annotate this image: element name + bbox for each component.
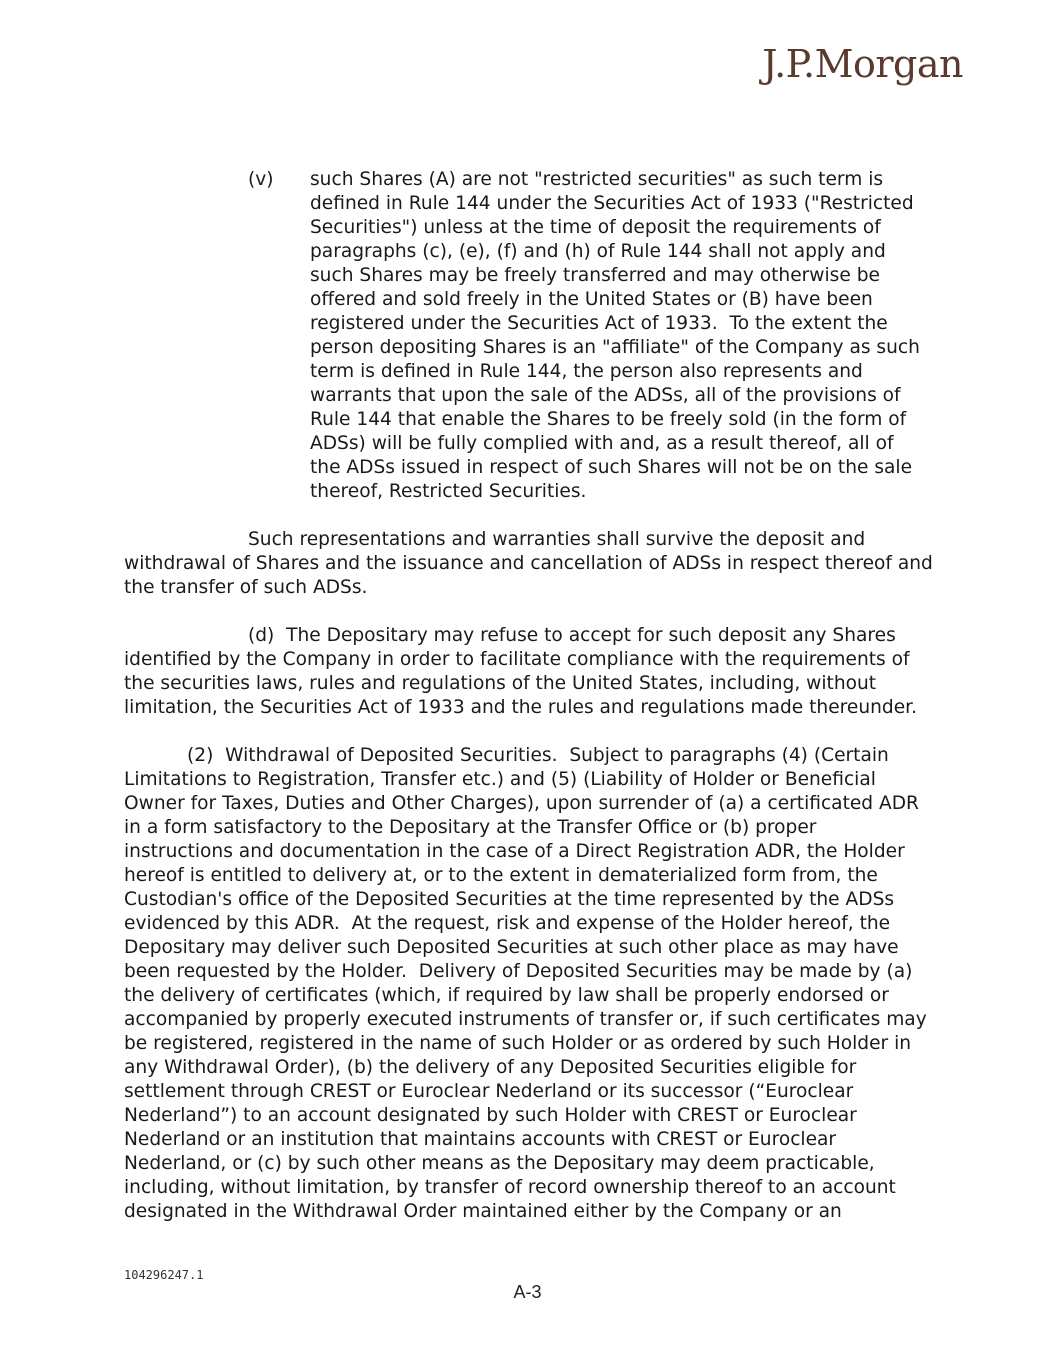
page-number: A-3 xyxy=(513,1282,542,1302)
section-2-withdrawal xyxy=(124,744,939,1224)
text-line: Rule 144 that enable the Shares to be freely sold (in the form of xyxy=(310,409,907,430)
text-line: Owner for Taxes, Duties and Other Charges), upon surrender of (a) a certificated ADR xyxy=(124,793,919,814)
text-line: any Withdrawal Order), (b) the delivery of any Deposited Securities eligible for xyxy=(124,1057,857,1078)
text-line: been requested by the Holder. Delivery of Deposited Securities may be made by (a) xyxy=(124,961,913,982)
text-line: the delivery of certificates (which, if required by law shall be properly endorsed or xyxy=(124,985,889,1006)
text-line: ADSs) will be fully complied with and, as a result thereof, all of xyxy=(310,433,894,454)
text-line: such Shares may be freely transferred and may otherwise be xyxy=(310,265,880,286)
text-line: Nederland”) to an account designated by such Holder with CREST or Euroclear xyxy=(124,1105,857,1126)
text-line: be registered, registered in the name of such Holder or as ordered by such Holder in xyxy=(124,1033,912,1054)
text-line: designated in the Withdrawal Order maintained either by the Company or an xyxy=(124,1201,842,1222)
text-line: limitation, the Securities Act of 1933 and the rules and regulations made thereunder. xyxy=(124,697,917,718)
text-line: Nederland or an institution that maintains accounts with CREST or Euroclear xyxy=(124,1129,837,1150)
survival-paragraph xyxy=(124,528,939,600)
text-line: such Shares (A) are not "restricted securities" as such term is xyxy=(310,169,884,190)
paragraph-d xyxy=(124,624,939,720)
text-line: (2) Withdrawal of Deposited Securities. Subject to paragraphs (4) (Certain xyxy=(187,745,889,766)
text-line: Depositary may deliver such Deposited Securities at such other place as may have xyxy=(124,937,899,958)
text-line: offered and sold freely in the United States or (B) have been xyxy=(310,289,873,310)
text-line: person depositing Shares is an "affiliate" of the Company as such xyxy=(310,337,920,358)
text-line: term is defined in Rule 144, the person also represents and xyxy=(310,361,863,382)
text-line: registered under the Securities Act of 1933. To the extent the xyxy=(310,313,888,334)
text-line: identified by the Company in order to facilitate compliance with the requirements of xyxy=(124,649,910,670)
text-line: including, without limitation, by transfer of record ownership thereof to an account xyxy=(124,1177,896,1198)
text-line: the securities laws, rules and regulations of the United States, including, without xyxy=(124,673,877,694)
list-item-body xyxy=(310,168,926,504)
text-line: paragraphs (c), (e), (f) and (h) of Rule 144 shall not apply and xyxy=(310,241,886,262)
text-line: Securities") unless at the time of deposit the requirements of xyxy=(310,217,881,238)
text-line: defined in Rule 144 under the Securities Act of 1933 ("Restricted xyxy=(310,193,914,214)
text-line: thereof, Restricted Securities. xyxy=(310,481,587,502)
text-line: settlement through CREST or Euroclear Nederland or its successor (“Euroclear xyxy=(124,1081,854,1102)
text-line: the transfer of such ADSs. xyxy=(124,577,368,598)
text-line: instructions and documentation in the case of a Direct Registration ADR, the Holder xyxy=(124,841,905,862)
text-line: withdrawal of Shares and the issuance and cancellation of ADSs in respect thereof and xyxy=(124,553,933,574)
text-line: Custodian's office of the Deposited Securities at the time represented by the ADSs xyxy=(124,889,895,910)
document-id: 104296247.1 xyxy=(124,1268,204,1282)
text-line: evidenced by this ADR. At the request, risk and expense of the Holder hereof, the xyxy=(124,913,891,934)
list-item-marker: (v) xyxy=(248,169,274,190)
text-line: the ADSs issued in respect of such Shares will not be on the sale xyxy=(310,457,913,478)
text-line: Nederland, or (c) by such other means as the Depositary may deem practicable, xyxy=(124,1153,875,1174)
text-line: Such representations and warranties shall survive the deposit and xyxy=(248,529,866,550)
text-line: in a form satisfactory to the Depositary at the Transfer Office or (b) proper xyxy=(124,817,817,838)
jpmorgan-logo: J.P.Morgan xyxy=(762,42,963,86)
text-line: (d) The Depositary may refuse to accept for such deposit any Shares xyxy=(248,625,896,646)
list-item-v xyxy=(248,168,938,504)
text-line: Limitations to Registration, Transfer etc.) and (5) (Liability of Holder or Beneficial xyxy=(124,769,876,790)
text-line: accompanied by properly executed instruments of transfer or, if such certificates may xyxy=(124,1009,927,1030)
text-line: warrants that upon the sale of the ADSs, all of the provisions of xyxy=(310,385,901,406)
text-line: hereof is entitled to delivery at, or to the extent in dematerialized form from, the xyxy=(124,865,878,886)
